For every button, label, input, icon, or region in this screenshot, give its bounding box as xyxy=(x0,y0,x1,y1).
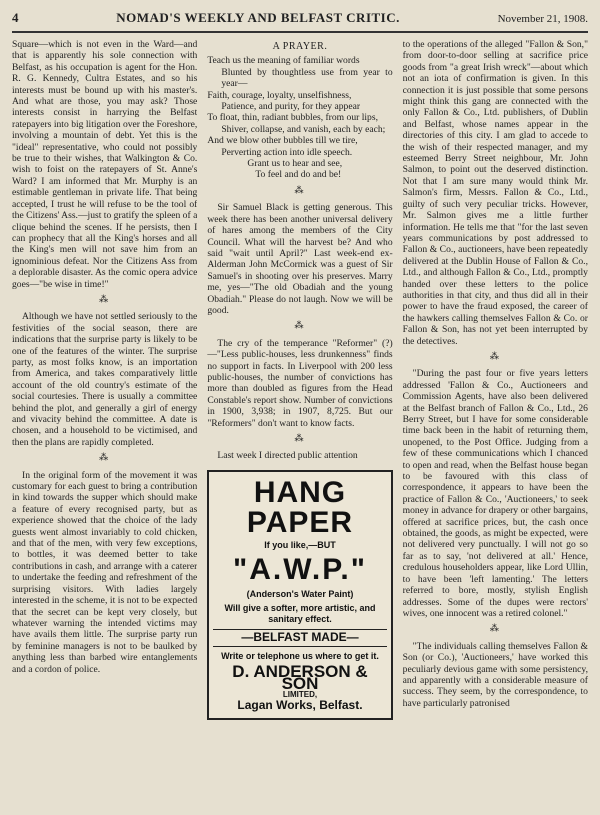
article-paragraph: Although we have not settled seriously to the festivities of the social season, there are indications that the surprise party is likely to be one of the features of the winter. The surprise party, as most folks know, is an importation from America, and takes comparatively little account of the old country's estimate of the social courtesies. There is usually a committee behind the plot, and generally a girl of energy and vivacity behind the committee. A date is chosen, and a household to be victimised, and then the plans are rapidly completed. xyxy=(12,311,198,448)
article-paragraph: The cry of the temperance "Reformer" (?)—"Less public-houses, less drunkenness" finds no support in facts. In Liverpool with 200 less public-houses, the number of convictions has more than doubled as figures from the Head Constable's report show. Number of convictions in 1900, 3,938; in 1907, 8,725. But our "Reformers" don't want to know facts. xyxy=(207,337,393,429)
page-number: 4 xyxy=(12,10,19,25)
article-paragraph: In the original form of the movement it was customary for each guest to bring a contribution in kind towards the supper which should make a feature of every recognised party, but as experience showed that the choice of the lady guests went almost invariably to cold chicken, and that of the men, with very few exceptions, to bottles, it was deemed better to take contributions in cash, and arrange with a caterer to undertake the feeding and refreshment of the surprising visitors. With ladies largely interested in the scheme, it is not to be expected that the secret can be kept very closely, but whatever warning the intended victims may have avails them little. The surprise party run by feminine managers is not to be baulked by anything less than barbed wire entanglements and a cordon of police. xyxy=(12,469,198,675)
column-3 xyxy=(403,39,588,815)
article-paragraph: Square—which is not even in the Ward—and that is apparently his sole connection with Belfast, as his occupation is agent for the Hon. R. G. Kennedy, Cultra Estates, and so his interests must be bound up with his master's. And what are those, you may ask? Those interests consist in harrying the Belfast ratepayers into big litigation over the Foreshore, involving a mountain of debt. Yet this is the "ideal" representative, who could not possibly be true to their wishes, that Walkington & Co. wish to foist on the ratepayers of St. Anne's Ward? I am informed that Mr. Murphy is an estimable gentleman in private life. That being accepted, I trust he will refuse to be the tool of the Citizens' Ass.—just to gratify the spleen of a clique behind the scenes. If he persists, then I can prophecy that all the King's horses and all the King's men will not save him from an ignominious defeat. Nor the Citizens Ass from a deplorable disaster. As the comic opera advice goes—"be wise in time!" xyxy=(12,39,198,290)
advertisement xyxy=(207,470,392,720)
issue-date: November 21, 1908. xyxy=(497,13,588,25)
section-separator: ⁂ xyxy=(489,623,501,634)
ad-brand: "A.W.P." xyxy=(233,553,367,587)
poem-title: A PRAYER. xyxy=(272,41,328,52)
poem-line: Patience, and purity, for they appear xyxy=(221,101,361,113)
poem-line: Teach us the meaning of familiar words xyxy=(207,55,360,67)
ad-firm-suffix: LIMITED, xyxy=(282,690,318,700)
column-1 xyxy=(12,39,197,815)
poem-line: And we blow other bubbles till we tire, xyxy=(207,135,358,147)
section-separator: ⁂ xyxy=(99,452,111,463)
article-paragraph: "During the past four or five years letters addressed 'Fallon & Co., Auctioneers and Commission Agents, have also been delivered at the Belfast branch of Fallon & Co., Ltd., 26 Berry Street, but I have for some considerable time back been in the habit of returning them, unopened, to the Post Office. Judging from a few of these communications which I chanced to open and read, when the Belfast house began to be favoured with this class of correspondence, it appears to have been the practice of Fallon & Co., 'Auctioneers,' to seek money in advance for drapery or other bargains, offered at sacrifice prices, but, the cash once obtained, the goods, as might be expected, were not delivered very punctually. I will not go so far as to say, 'not delivered at all.' Hence, credulous householders appear, like Lord Ullin, to have been 'left lamenting.' The letters referred to bore, mostly, stylish English addresses. Some of the dupes were rectors' wives, one innocent was a retired colonel." xyxy=(402,368,588,619)
poem-line: Shiver, collapse, and vanish, each by each; xyxy=(221,123,386,135)
article-paragraph: to the operations of the alleged "Fallon & Son," from door-to-door selling at sacrifice price goods from "a great Irish wreck"—about which not an iota of confirmation is given. In this connection it is just possible that some persons might think this gang are connected with the only Fallon & Co., Ltd. publishers, of Dublin and Belfast, whose names appear in the directories of this city. I am glad to accede to the wish of their respected manager, and my esteemed Berry Street neighbour, Mr. John Salmon, to point out the deserved distinction. Not that I am sure many would think Mr. Salmon's firm, Messrs. Fallon & Co., Ltd., guilty of such very peculiar tricks. However, Mr. Salmon gives me a little further information. He tells me that "for the last seven years communications by post addressed to Fallon & Co., auctioneers, have been repeatedly delivered at the Dublin House of Fallon & Co., Ltd., and although Fallon & Co., Ltd., promptly handed over these letters to the police authorities in that city, and thus did all in their power to have the fraud exposed, the career of the hawkers calling themselves Fallon & Co. or Fallon & Son, has not yet been interrupted by the detectives. xyxy=(402,39,588,347)
poem-line: Perverting action into idle speech. xyxy=(221,146,353,158)
poem-line: Faith, courage, loyalty, unselfishness, xyxy=(207,89,352,101)
ad-made-label: —BELFAST MADE— xyxy=(213,629,386,646)
poem-line: To float, thin, radiant bubbles, from our lips, xyxy=(207,112,378,124)
column-2 xyxy=(207,39,392,815)
ad-firm-name: D. ANDERSON & SON xyxy=(232,662,368,693)
section-separator: ⁂ xyxy=(99,293,111,304)
section-separator: ⁂ xyxy=(294,320,306,331)
newspaper-title: NOMAD'S WEEKLY AND BELFAST CRITIC. xyxy=(116,10,400,25)
columns xyxy=(12,39,588,815)
ad-text: (Anderson's Water Paint) xyxy=(246,589,354,600)
poem-line: Blunted by thoughtless use from year to year— xyxy=(221,66,393,90)
ad-headline: HANG xyxy=(253,475,347,509)
ad-text: If you like,—BUT xyxy=(264,539,336,550)
article-paragraph: Sir Samuel Black is getting generous. This week there has been another universal delivery of hares among the members of the City Council. What will the harvest be? And who said "wait until April?" Last week-end ex-Alderman John McCormick was a guest of Sir Samuel's in shooting over his preserves. Marry me, yes—"The old Obadiah and the young Obadiah." Please do not laugh. Now we will be good. xyxy=(207,202,393,316)
masthead xyxy=(12,10,588,33)
poem-line: Grant us to hear and see, xyxy=(247,158,343,170)
poem xyxy=(207,55,392,180)
ad-firm-address: Lagan Works, Belfast. xyxy=(237,698,363,713)
ad-text: Will give a softer, more artistic, and sanitary effect. xyxy=(224,602,376,625)
section-separator: ⁂ xyxy=(489,350,501,361)
poem-line: To feel and do and be! xyxy=(255,169,342,181)
section-separator: ⁂ xyxy=(294,184,306,195)
article-paragraph: "The individuals calling themselves Fallon & Son (or Co.), 'Auctioneers,' have worked this peculiarly devious game with some persistency, and apparently with a considerable measure of success. They seem, by the correspondence, to have particularly patronised xyxy=(402,640,588,709)
section-separator: ⁂ xyxy=(294,433,306,443)
article-paragraph: Last week I directed public attention xyxy=(217,450,358,462)
ad-text: Write or telephone us where to get it. xyxy=(221,650,379,661)
ad-headline: PAPER xyxy=(246,505,354,539)
